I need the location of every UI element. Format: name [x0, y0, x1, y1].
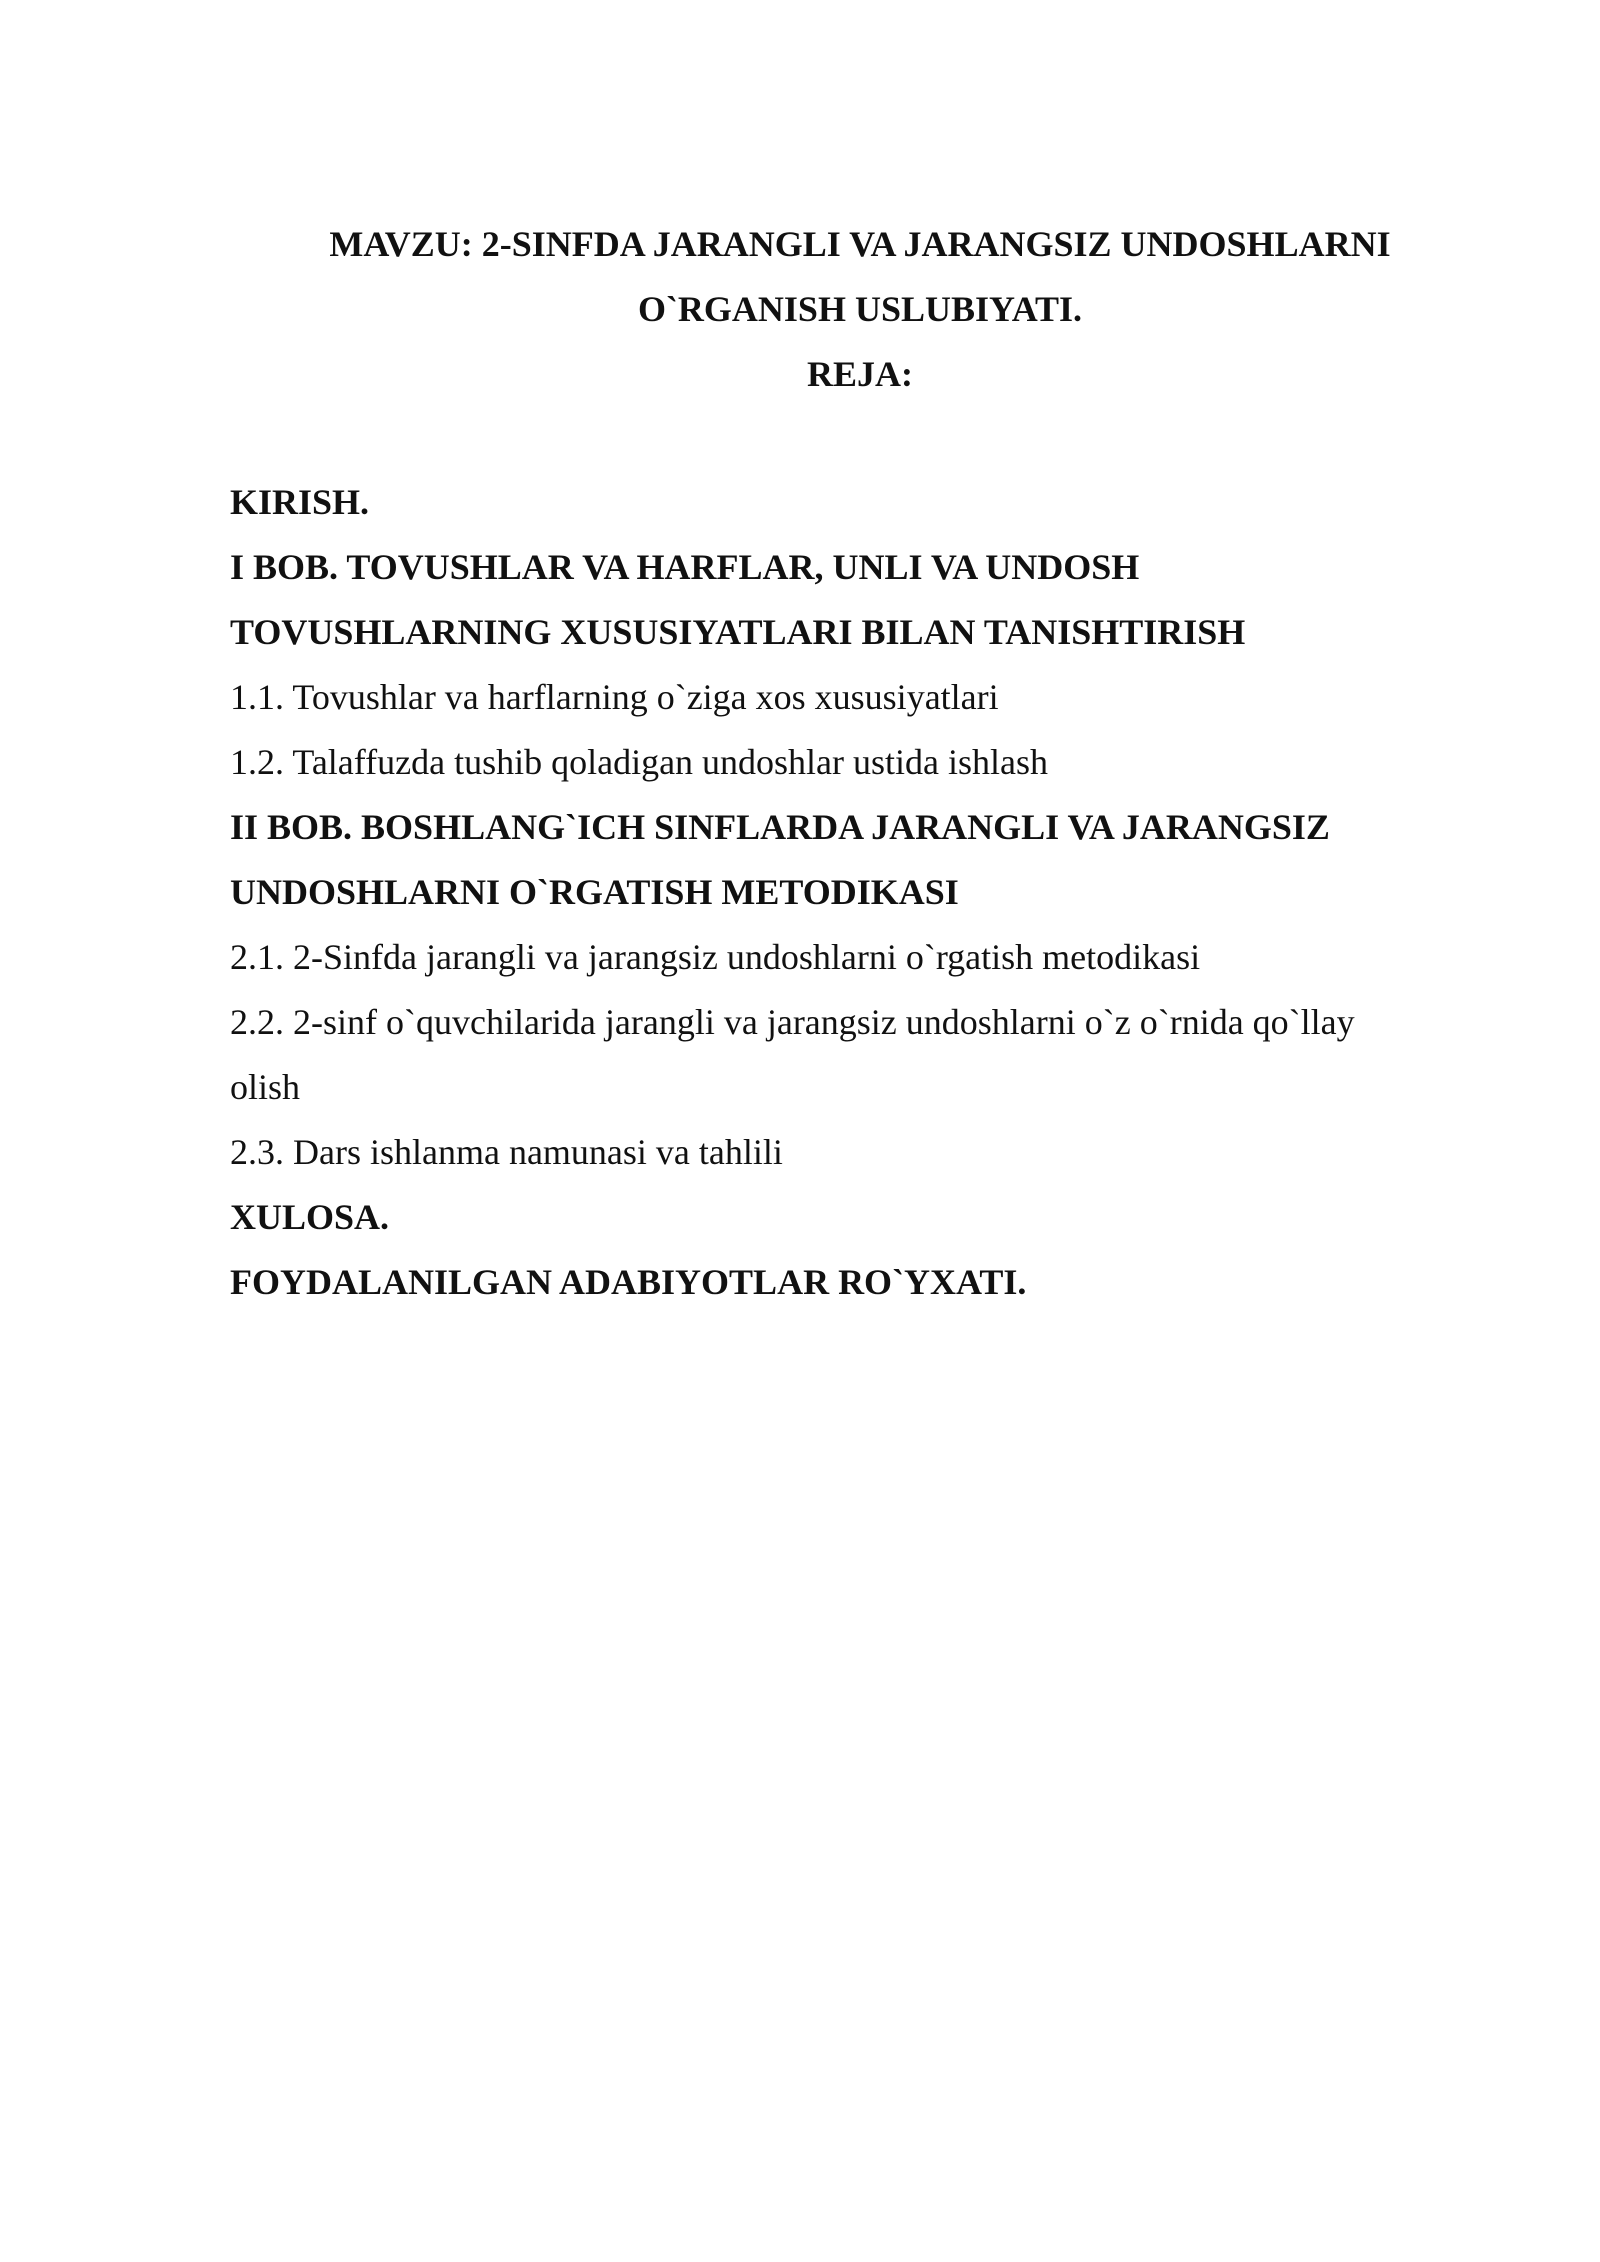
title-line-plan: REJA: [807, 354, 913, 394]
table-of-contents [230, 470, 1470, 1315]
title-line-topic: MAVZU: 2-SINFDA JARANGLI VA JARANGSIZ UNDOSHLARNI [329, 224, 1391, 264]
title-line-topic-continued: O`RGANISH USLUBIYATI. [637, 289, 1083, 329]
toc-entry-introduction: KIRISH. [230, 482, 370, 522]
toc-entry-section-2-3: 2.3. Dars ishlanma namunasi va tahlili [230, 1132, 783, 1172]
toc-entry-conclusion: XULOSA. [230, 1197, 390, 1237]
toc-entry-references: FOYDALANILGAN ADABIYOTLAR RO`YXATI. [230, 1262, 1027, 1302]
toc-entry-chapter-1: I BOB. TOVUSHLAR VA HARFLAR, UNLI VA UNDOSH [230, 547, 1140, 587]
toc-entry-chapter-2-continued: UNDOSHLARNI O`RGATISH METODIKASI [230, 872, 959, 912]
toc-entry-chapter-2: II BOB. BOSHLANG`ICH SINFLARDA JARANGLI VA JARANGSIZ [230, 807, 1330, 847]
toc-entry-section-2-2-continued: olish [230, 1067, 301, 1107]
toc-entry-section-2-1: 2.1. 2-Sinfda jarangli va jarangsiz undoshlarni o`rgatish metodikasi [230, 937, 1201, 977]
toc-entry-section-2-2: 2.2. 2-sinf o`quvchilarida jarangli va jarangsiz undoshlarni o`z o`rnida qo`llay [230, 1002, 1355, 1042]
toc-entry-section-1-2: 1.2. Talaffuzda tushib qoladigan undoshlar ustida ishlash [230, 742, 1049, 782]
document-title [230, 212, 1490, 407]
toc-entry-section-1-1: 1.1. Tovushlar va harflarning o`ziga xos xususiyatlari [230, 677, 999, 717]
toc-entry-chapter-1-continued: TOVUSHLARNING XUSUSIYATLARI BILAN TANISHTIRISH [230, 612, 1246, 652]
